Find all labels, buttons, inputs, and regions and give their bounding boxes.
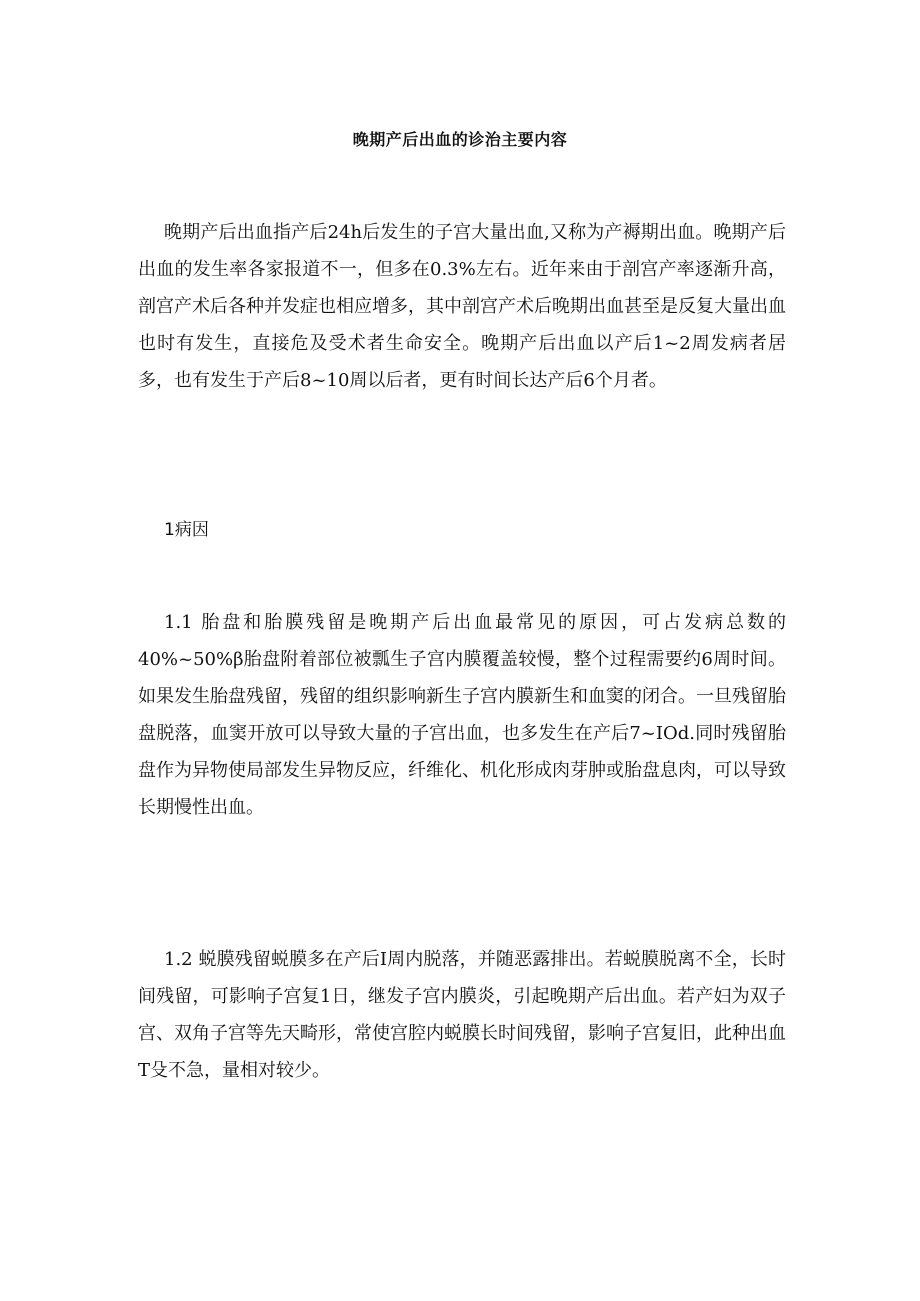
paragraph-1-2-decidua-retention: 1.2 蜕膜残留蜕膜多在产后I周内脱落，并随恶露排出。若蜕膜脱离不全，长时间残留，可影响子宫复1日，继发子宫内膜炎，引起晚期产后出血。若产妇为双子宫、双角子宫等先天畸形，常使宫腔内蜕膜长时间残留，影响子宫复旧，此种出血T殳不急，量相对较少。: [138, 949, 786, 1081]
document-title: 晚期产后出血的诊治主要内容: [352, 130, 568, 149]
paragraph-1-1-placenta-retention: 1.1 胎盘和胎膜残留是晚期产后出血最常见的原因，可占发病总数的40%~50%β胎盘附着部位被瓢生子宫内膜覆盖较慢，整个过程需要约6周时间。如果发生胎盘残留，残留的组织影响新生子宫内膜新生和血窦的闭合。一旦残留胎盘脱落，血窦开放可以导致大量的子宫出血，也多发生在产后7~IOd.同时残留胎盘作为异物使局部发生异物反应，纤维化、机化形成肉芽肿或胎盘息肉，可以导致长期慢性出血。: [138, 612, 786, 818]
section-heading-etiology: 1病因: [164, 520, 209, 540]
intro-paragraph: 晚期产后出血指产后24h后发生的子宫大量出血,又称为产褥期出血。晚期产后出血的发生率各家报道不一，但多在0.3%左右。近年来由于剖宫产率逐渐升高，剖宫产术后各种并发症也相应增多，其中剖宫产术后晚期出血甚至是反复大量出血也时有发生，直接危及受术者生命安全。晚期产后出血以产后1~2周发病者居多，也有发生于产后8~10周以后者，更有时间长达产后6个月者。: [138, 222, 786, 391]
